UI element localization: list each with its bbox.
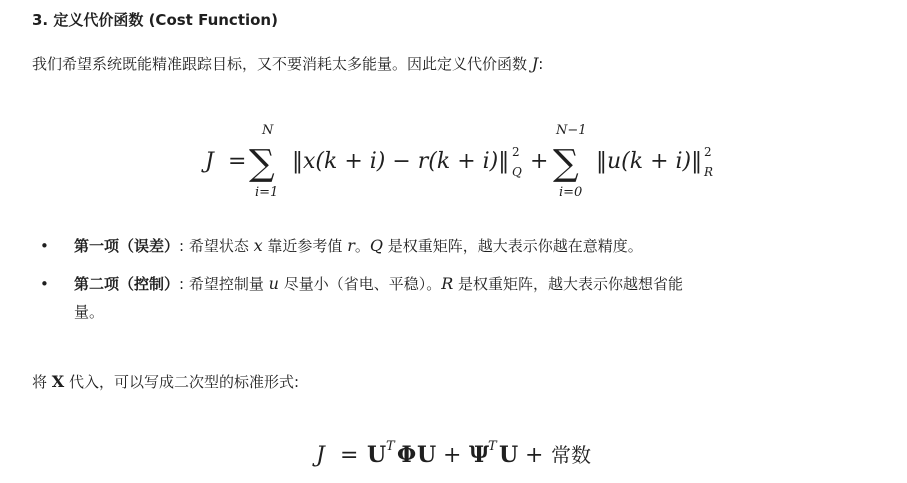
sum1-lower: i=1 (255, 185, 279, 200)
eq2-t1: T (386, 439, 395, 454)
quadratic-form-equation (0, 432, 907, 482)
eq2-u1: U (367, 442, 387, 468)
eq1-plus: + (530, 149, 549, 174)
bullet-list (40, 232, 894, 336)
substitution-paragraph (32, 370, 299, 394)
eq2-equals: = (340, 443, 359, 468)
math-var: u (268, 274, 279, 293)
eq1-term2-sup: 2 (704, 145, 712, 159)
sum2-lower: i=0 (559, 185, 583, 200)
math-var: x (253, 236, 263, 255)
math-var: r (347, 236, 355, 255)
eq2-psi: Ψ (469, 442, 490, 468)
section-heading: 3. 定义代价函数 (Cost Function) (32, 11, 278, 29)
eq2-t2: T (488, 439, 497, 454)
eq2-plus2: + (525, 443, 544, 468)
intro-text: 我们希望系统既能精准跟踪目标，又不要消耗太多能量。因此定义代价函数 (32, 55, 532, 73)
bullet-text: 是权重矩阵，越大表示你越在意精度。 (383, 237, 643, 255)
math-var-x: X (51, 372, 65, 391)
eq2-plus1: + (443, 443, 462, 468)
eq1-term1-sup: 2 (512, 145, 520, 159)
bullet-label: 第二项（控制） (74, 275, 180, 293)
math-var: Q (369, 236, 383, 255)
bullet-colon: : (179, 237, 189, 255)
eq2-constant: 常数 (551, 443, 591, 467)
eq1-lhs: J (205, 149, 214, 174)
bullet-text: 是权重矩阵，越大表示你越想省能 (453, 275, 684, 293)
substitution-text: 代入，可以写成二次型的标准形式: (64, 373, 300, 391)
cost-function-equation (0, 118, 907, 208)
substitution-text: 将 (32, 373, 52, 391)
sum1-symbol: ∑ (249, 143, 275, 184)
bullet-text: 希望状态 (188, 237, 254, 255)
intro-colon: : (538, 55, 544, 73)
bullet-text: 尽量小（省电、平稳）。 (278, 275, 442, 293)
eq1-equals: = (228, 149, 247, 174)
bullet-text: 量。 (74, 303, 105, 321)
eq2-lhs: J (316, 443, 325, 468)
bullet-item-error (40, 232, 894, 260)
eq1-term1: ‖x(k + i) − r(k + i)‖ (292, 149, 510, 174)
eq1-term2-sub: R (704, 165, 714, 179)
sum2-upper: N−1 (556, 123, 587, 138)
bullet-colon: : (179, 275, 189, 293)
eq1-term1-sub: Q (512, 165, 522, 179)
bullet-text: 。 (354, 237, 370, 255)
eq2-phi: Φ (397, 442, 417, 468)
bullet-item-control (40, 270, 894, 326)
intro-paragraph (32, 52, 543, 76)
eq2-u3: U (499, 442, 519, 468)
bullet-text: 靠近参考值 (262, 237, 348, 255)
bullet-text: 希望控制量 (188, 275, 269, 293)
intro-var-j: J (531, 54, 539, 73)
bullet-dot: • (40, 237, 49, 255)
eq1-term2: ‖u(k + i)‖ (596, 149, 703, 174)
bullet-dot: • (40, 275, 49, 293)
sum2-symbol: ∑ (553, 143, 579, 184)
eq2-u2: U (417, 442, 437, 468)
bullet-label: 第一项（误差） (74, 237, 180, 255)
math-var: R (441, 274, 454, 293)
sum1-upper: N (262, 123, 274, 138)
